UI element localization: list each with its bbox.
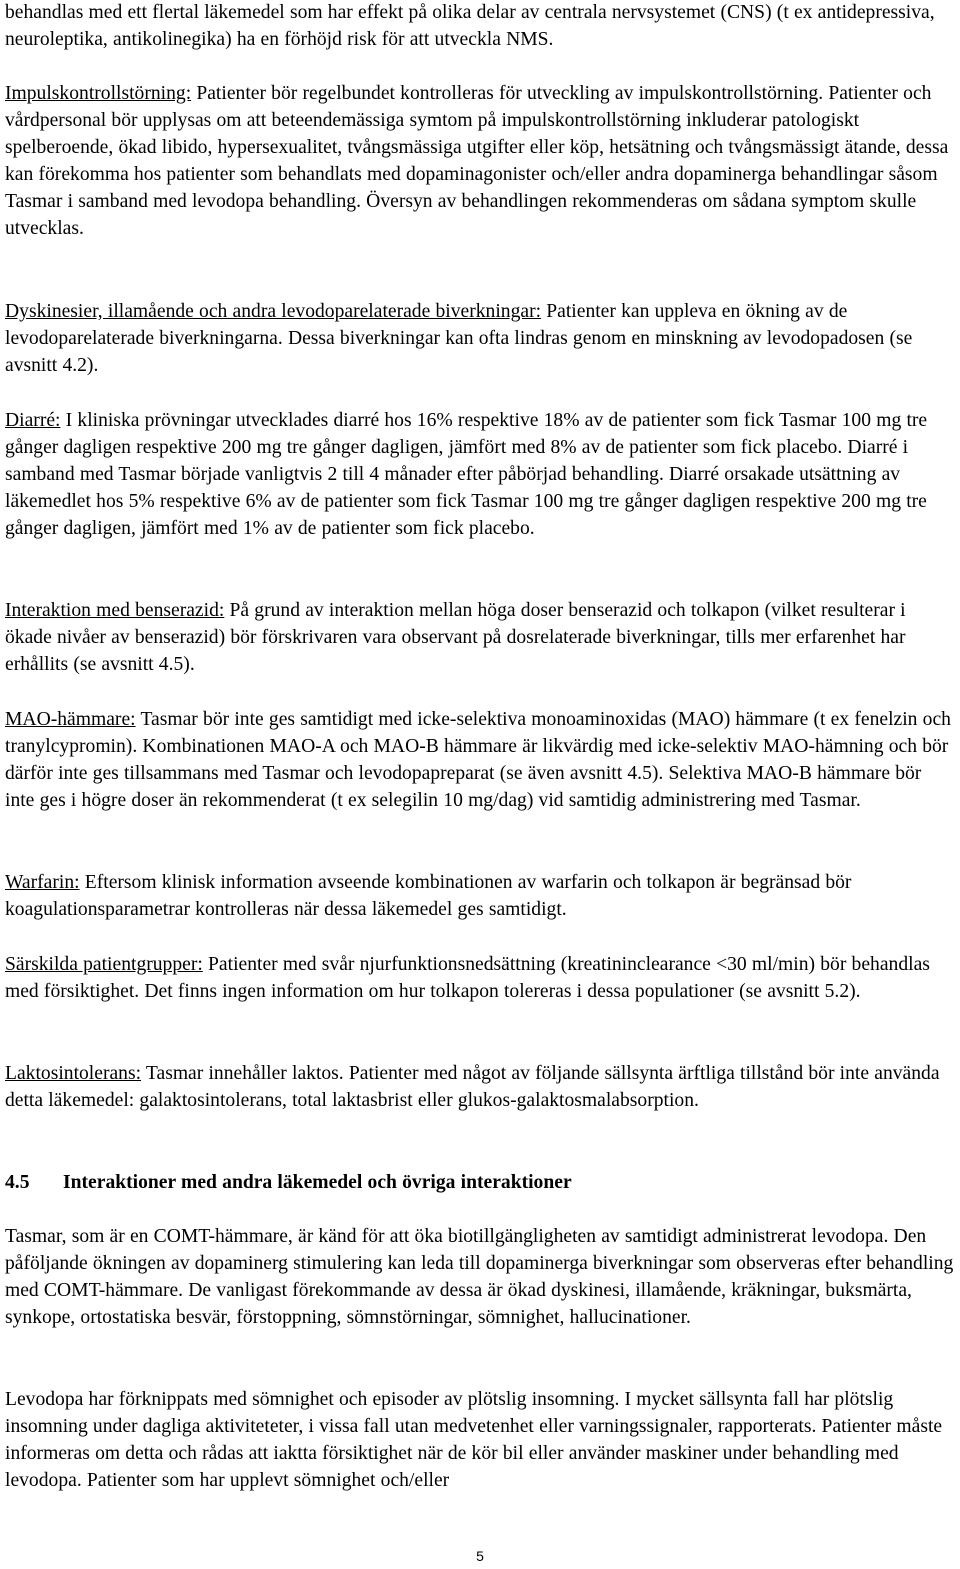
paragraph-heading: Diarré: (5, 410, 61, 431)
paragraph-text: På grund av interaktion mellan höga doser benserazid och tolkapon (vilket resulterar i ökade nivåer av benserazid) bör förskrivaren vara observant på dosrelaterade biverkningar, tills mer erfarenhet har erhållits (se avsnitt 4.5). (5, 600, 906, 676)
paragraph-impulskontroll (5, 80, 955, 243)
paragraph-heading: Impulskontrollstörning: (5, 83, 192, 104)
paragraph-text: behandlas med ett flertal läkemedel som har effekt på olika delar av centrala nervsystemet (CNS) (t ex antidepressiva, neuroleptika, antikolinegika) ha en förhöjd risk för att utveckla NMS. (5, 2, 935, 51)
paragraph-comt (5, 1223, 955, 1331)
paragraph-mao-hammare (5, 706, 955, 814)
paragraph-heading: MAO-hämmare: (5, 709, 136, 730)
paragraph-heading: Dyskinesier, illamående och andra levodoparelaterade biverkningar: (5, 301, 542, 322)
section-title: Interaktioner med andra läkemedel och övriga interaktioner (63, 1172, 572, 1193)
paragraph-heading: Särskilda patientgrupper: (5, 954, 203, 975)
paragraph-dyskinesier (5, 298, 955, 379)
paragraph-warfarin (5, 869, 955, 923)
paragraph-text: Levodopa har förknippats med sömnighet och episoder av plötslig insomning. I mycket sällsynta fall har plötslig insomning under dagliga aktiviteteter, i vissa fall utan medvetenhet eller varningssignaler, rapporterats. Patienter måste informeras om detta och rådas att iaktta försiktighet när de kör bil eller använder maskiner under behandling med levodopa. Patienter som har upplevt sömnighet och/eller (5, 1389, 943, 1492)
paragraph-text: Patienter kan uppleva en ökning av de levodoparelaterade biverkningarna. Dessa biverkningar kan ofta lindras genom en minskning av levodopadosen (se avsnitt 4.2). (5, 301, 913, 377)
paragraph-text: Patienter med svår njurfunktionsnedsättning (kreatininclearance <30 ml/min) bör behandlas med försiktighet. Det finns ingen information om hur tolkapon tolereras i dessa populationer (se avsnitt 5.2). (5, 954, 930, 1003)
paragraph-text: Tasmar innehåller laktos. Patienter med något av följande sällsynta ärftliga tillstånd bör inte använda detta läkemedel: galaktosintolerans, total laktasbrist eller glukos-galaktosmalabsorption. (5, 1063, 940, 1112)
paragraph-text: Tasmar, som är en COMT-hämmare, är känd för att öka biotillgängligheten av samtidigt administrerat levodopa. Den påföljande ökningen av dopaminerg stimulering kan leda till dopaminerga biverkningar som observeras efter behandling med COMT-hämmare. De vanligast förekommande av dessa är ökad dyskinesi, illamående, kräkningar, buksmärta, synkope, ortostatiska besvär, förstoppning, sömnstörningar, sömnighet, hallucinationer. (5, 1226, 954, 1329)
paragraph-heading: Warfarin: (5, 872, 80, 893)
paragraph-nms-continuation (5, 0, 955, 53)
paragraph-laktosintolerans (5, 1060, 955, 1114)
paragraph-text: I kliniska prövningar utvecklades diarré hos 16% respektive 18% av de patienter som fick Tasmar 100 mg tre gånger dagligen respektive 200 mg tre gånger dagligen, jämfört med 8% av de patienter som fick placebo. Diarré i samband med Tasmar började vanligtvis 2 till 4 månader efter påbörjad behandling. Diarré orsakade utsättning av läkemedlet hos 5% respektive 6% av de patienter som fick Tasmar 100 mg tre gånger dagligen respektive 200 mg tre gånger dagligen, jämfört med 1% av de patienter som fick placebo. (5, 410, 928, 540)
paragraph-levodopa-somnighet (5, 1386, 955, 1494)
section-number: 4.5 (5, 1172, 30, 1193)
paragraph-text: Tasmar bör inte ges samtidigt med icke-selektiva monoaminoxidas (MAO) hämmare (t ex fenelzin och tranylcypromin). Kombinationen MAO-A och MAO-B hämmare är likvärdig med icke-selektiv MAO-hämning och bör därför inte ges tillsammans med Tasmar och levodopapreparat (se även avsnitt 4.5). Selektiva MAO-B hämmare bör inte ges i högre doser än rekommenderat (t ex selegilin 10 mg/dag) vid samtidig administrering med Tasmar. (5, 709, 951, 812)
page-number: 5 (476, 1548, 484, 1564)
paragraph-benserazid (5, 597, 955, 678)
paragraph-diarre (5, 407, 955, 542)
paragraph-sarskilda-patientgrupper (5, 951, 955, 1005)
section-heading (5, 1169, 955, 1196)
paragraph-text: Patienter bör regelbundet kontrolleras för utveckling av impulskontrollstörning. Patienter och vårdpersonal bör upplysas om att beteendemässiga symtom på impulskontrollstörning inkluderar patologiskt spelberoende, ökad libido, hypersexualitet, tvångsmässiga utgifter eller köp, hetsätning och tvångsmässigt ätande, dessa kan förekomma hos patienter som behandlats med dopaminagonister och/eller andra dopaminerga behandlingar såsom Tasmar i samband med levodopa behandling. Översyn av behandlingen rekommenderas om sådana symptom skulle utvecklas. (5, 83, 949, 240)
paragraph-heading: Interaktion med benserazid: (5, 600, 225, 621)
paragraph-heading: Laktosintolerans: (5, 1063, 142, 1084)
paragraph-text: Eftersom klinisk information avseende kombinationen av warfarin och tolkapon är begränsad bör koagulationsparametrar kontrolleras när dessa läkemedel ges samtidigt. (5, 872, 852, 921)
